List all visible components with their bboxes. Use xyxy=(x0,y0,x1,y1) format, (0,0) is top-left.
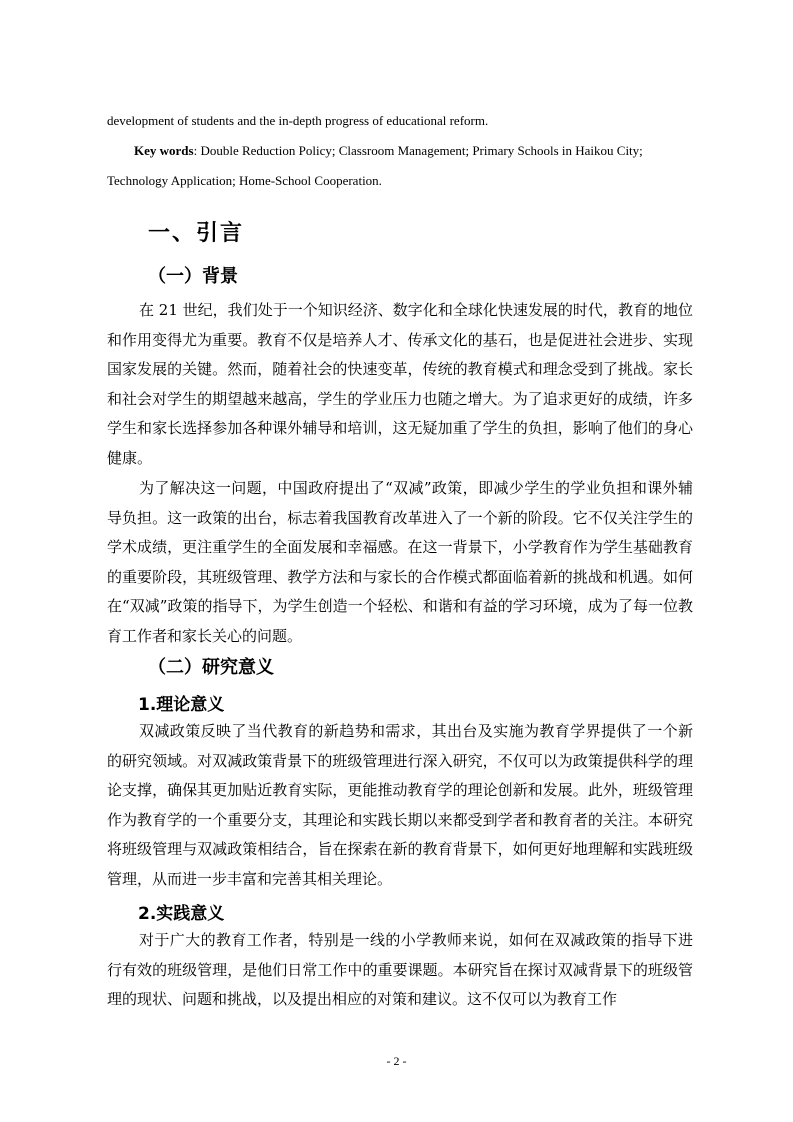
heading-theoretical-significance: 1.理论意义 xyxy=(138,695,225,715)
keywords-text-1: : Double Reduction Policy; Classroom Management; Primary Schools in Haikou City; xyxy=(193,143,643,158)
abstract-tail: development of students and the in-depth progress of educational reform. xyxy=(107,113,489,128)
subsection-heading-background: （一）背景 xyxy=(148,266,238,287)
subsection-heading-significance: （二）研究意义 xyxy=(148,657,274,678)
section-heading-introduction: 一、引言 xyxy=(148,221,245,246)
heading-practical-significance: 2.实践意义 xyxy=(138,904,225,924)
background-paragraph-1: 在 21 世纪，我们处于一个知识经济、数字化和全球化快速发展的时代，教育的地位和作用变得尤为重要。教育不仅是培养人才、传承文化的基石，也是促进社会进步、实现国家发展的关键。然而，随着社会的快速变革，传统的教育模式和理念受到了挑战。家长和社会对学生的期望越来越高，学生的学业压力也随之增大。为了追求更好的成绩，许多学生和家长选择参加各种课外辅导和培训，这无疑加重了学生的负担，影响了他们的身心健康。 xyxy=(107,301,693,467)
keywords-label: Key words xyxy=(134,143,194,158)
practical-significance-paragraph: 对于广大的教育工作者，特别是一线的小学教师来说，如何在双减政策的指导下进行有效的班级管理，是他们日常工作中的重要课题。本研究旨在探讨双减背景下的班级管理的现状、问题和挑战，以及提出相应的对策和建议。这不仅可以为教育工作 xyxy=(107,931,693,1009)
page-number: - 2 - xyxy=(386,1054,407,1068)
background-paragraph-2: 为了解决这一问题，中国政府提出了“双减”政策，即减少学生的学业负担和课外辅导负担。这一政策的出台，标志着我国教育改革进入了一个新的阶段。它不仅关注学生的学术成绩，更注重学生的全面发展和幸福感。在这一背景下，小学教育作为学生基础教育的重要阶段，其班级管理、教学方法和与家长的合作模式都面临着新的挑战和机遇。如何在“双减”政策的指导下，为学生创造一个轻松、和谐和有益的学习环境，成为了每一位教育工作者和家长关心的问题。 xyxy=(107,479,693,645)
keywords-line-1 xyxy=(134,143,724,159)
theoretical-significance-paragraph: 双减政策反映了当代教育的新趋势和需求，其出台及实施为教育学界提供了一个新的研究领域。对双减政策背景下的班级管理进行深入研究，不仅可以为政策提供科学的理论支撑，确保其更加贴近教育实际，更能推动教育学的理论创新和发展。此外，班级管理作为教育学的一个重要分支，其理论和实践长期以来都受到学者和教育者的关注。本研究将班级管理与双减政策相结合，旨在探索在新的教育背景下，如何更好地理解和实践班级管理，从而进一步丰富和完善其相关理论。 xyxy=(107,722,693,888)
keywords-line-2: Technology Application; Home-School Cooperation. xyxy=(107,173,382,188)
